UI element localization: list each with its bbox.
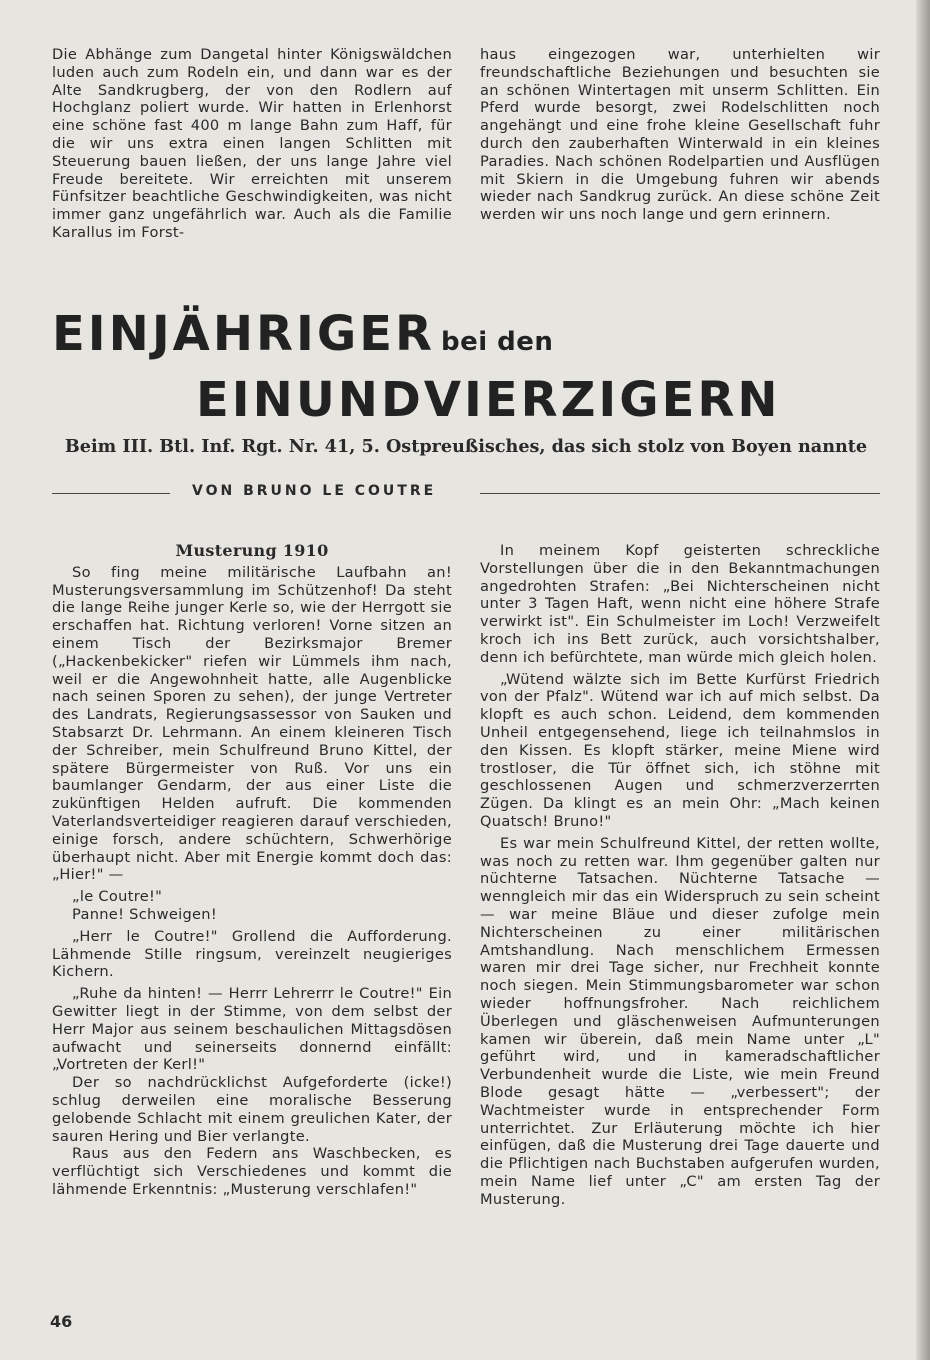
subtitle: Beim III. Btl. Inf. Rgt. Nr. 41, 5. Ostpreußisches, das sich stolz von Boyen nannte [64, 436, 868, 457]
paragraph: Die Abhänge zum Dangetal hinter Königswäldchen luden auch zum Rodeln ein, und dann war es der Alte Sandkrugberg, der von den Rodlern auf Hochglanz poliert wurde. Wir hatten in Erlenhorst eine schöne fast 400 m lange Bahn zum Haff, für die wir uns extra einen langen Schlitten mit Steuerung bauen ließen, der uns lange Jahre viel Freude bereitete. Wir erreichten mit unserem Fünfsitzer beachtliche Geschwindigkeiten, was nicht immer ganz ungefährlich war. Auch als die Familie Karallus im Forst- [52, 46, 452, 241]
paragraph: „Ruhe da hinten! — Herrr Lehrerrr le Coutre!" Ein Gewitter liegt in der Stimme, von dem selbst der Herr Major aus seinem beschaulichen Mittagsdösen aufwacht und seinerseits donnernd einfällt: „Vortreten der Kerl!" [52, 985, 452, 1074]
paragraph: Der so nachdrücklichst Aufgeforderte (icke!) schlug derweilen eine moralische Besserung gelobende Schlacht mit einem greulichen Kater, der sauren Hering und Bier verlangte. [52, 1074, 452, 1145]
section-title: Musterung 1910 [175, 541, 329, 560]
paragraph: Raus aus den Federn ans Waschbecken, es verflüchtigt sich Verschiedenes und kommt die lähmende Erkenntnis: „Musterung verschlafen!" [52, 1145, 452, 1198]
byline-text: VON BRUNO LE COUTRE [192, 483, 437, 499]
paragraph: In meinem Kopf geisterten schreckliche Vorstellungen über die in den Bekanntmachungen angedrohten Strafen: „Bei Nichterscheinen nicht unter 3 Tagen Haft, wenn nicht eine höhere Strafe verwirkt ist". Ein Schulmeister im Loch! Verzweifelt kroch ich ins Bett zurück, auch vorsichtshalber, denn ich befürchtete, man würde mich gleich holen. [480, 542, 880, 666]
headline-line-1 [52, 306, 553, 362]
headline-word-main: EINJÄHRIGER [52, 306, 435, 362]
paragraph: „le Coutre!" [72, 888, 163, 906]
paragraph: „Herr le Coutre!" Grollend die Aufforderung. Lähmende Stille ringsum, vereinzelt neugieriges Kichern. [52, 927, 452, 981]
byline-rule-right [480, 493, 880, 494]
paragraph: Panne! Schweigen! [72, 905, 218, 923]
byline-rule-left [52, 493, 170, 494]
page-edge-shadow [916, 0, 930, 1360]
paragraph: haus eingezogen war, unterhielten wir freundschaftliche Beziehungen und besuchten sie an schönen Wintertagen mit unserm Schlitten. Ein Pferd wurde besorgt, zwei Rodelschlitten noch angehängt und eine frohe kleine Gesellschaft fuhr durch den zauberhaften Winterwald in ein kleines Paradies. Nach schönen Rodelpartien und Ausflügen mit Skiern in die Umgebung fuhren wir abends wieder nach Sandkrug zurück. An diese schöne Zeit werden wir uns noch lange und gern erinnern. [480, 46, 880, 224]
top-right-column [480, 46, 880, 224]
byline [52, 482, 880, 502]
body-left-column [52, 542, 452, 1199]
body-right-column [480, 542, 880, 1208]
paragraph: Es war mein Schulfreund Kittel, der retten wollte, was noch zu retten war. Ihm gegenüber galten nur nüchterne Tatsachen. Nüchterne Tatsache — wenngleich mir das ein Widerspruch zu sein scheint — war meine Bläue und dieser zufolge mein Nichterscheinen zu einer militärischen Amtshandlung. Nach menschlichem Ermessen waren mir drei Tage sicher, nur Frechheit konnte noch siegen. Mein Stimmungsbarometer war schon wieder hoffnungsfroher. Nach reichlichem Überlegen und gläschenweisen Aufmunterungen kamen wir überein, daß mein Name unter „L" geführt wird, und in kameradschaftlicher Verbundenheit wurde die Liste, wie mein Freund Blode gesagt hätte — „verbessert"; der Wachtmeister wurde in entsprechender Form unterrichtet. Zur Erläuterung möchte ich hier einfügen, daß die Musterung drei Tage dauerte und die Pflichtigen nach Buchstaben aufgerufen wurden, mein Name lief unter „C" am ersten Tag der Musterung. [480, 834, 880, 1208]
headline-word-small: bei den [440, 327, 554, 357]
paragraph: „Wütend wälzte sich im Bette Kurfürst Friedrich von der Pfalz". Wütend war ich auf mich selbst. Da klopft es auch schon. Leidend, dem kommenden Unheil entgegensehend, liege ich teilnahmslos in den Kissen. Es klopft stärker, meine Miene wird trostloser, die Tür öffnet sich, ich stöhne mit geschlossenen Augen und schmerzverzerrten Zügen. Da klingt es an mein Ohr: „Mach keinen Quatsch! Bruno!" [480, 670, 880, 830]
headline-line-2: EINUNDVIERZIGERN [196, 372, 781, 428]
page-number: 46 [50, 1312, 73, 1331]
paragraph: So fing meine militärische Laufbahn an! Musterungsversammlung im Schützenhof! Da steht die lange Reihe junger Kerle so, wie der Herrgott sie erschaffen hat. Richtung verloren! Vorne sitzen an einem Tisch der Bezirksmajor Bremer („Hackenbekicker" riefen wir Lümmels ihm nach, weil er die Angewohnheit hatte, alle Augenblicke nach seinen Sporen zu sehen), der junge Vertreter des Landrats, Regierungsassessor von Sauken und Stabsarzt Dr. Lehrmann. An einem kleineren Tisch der Schreiber, mein Schulfreund Bruno Kittel, der spätere Bürgermeister von Ruß. Vor uns ein baumlanger Gendarm, der aus einer Liste die zukünftigen Helden aufruft. Die kommenden Vaterlandsverteidiger reagieren darauf verschieden, einige forsch, andere schüchtern, Schwerhörige überhaupt nicht. Aber mit Energie kommt doch das: „Hier!" — [52, 563, 452, 884]
top-left-column [52, 46, 452, 242]
